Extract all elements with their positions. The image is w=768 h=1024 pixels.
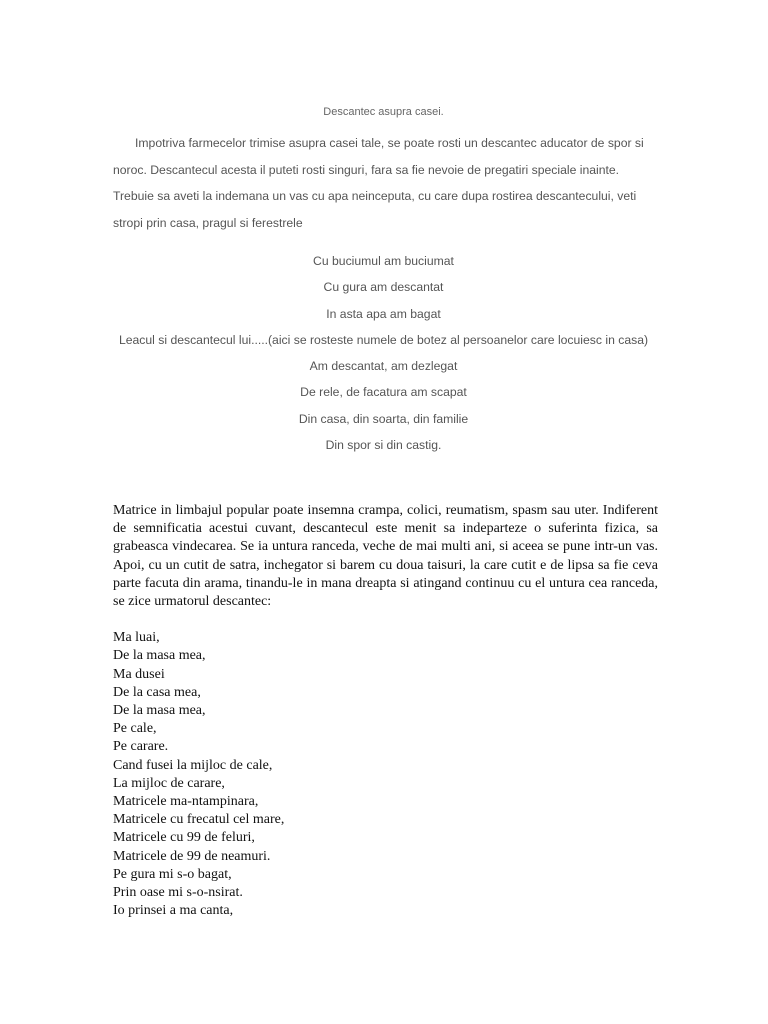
verse-line: Din spor si din castig. <box>325 438 442 453</box>
verse-line: Matricele de 99 de neamuri. <box>113 848 271 864</box>
verse-line: Prin oase mi s-o-nsirat. <box>113 885 243 901</box>
verse-line: De rele, de facatura am scapat <box>300 385 467 400</box>
poem-matrice <box>113 629 658 920</box>
verse-line: Ma luai, <box>113 630 160 646</box>
verse-line: Matricele ma-ntampinara, <box>113 794 259 810</box>
matrice-section <box>113 502 658 920</box>
verse-line: Matricele cu 99 de feluri, <box>113 830 255 846</box>
verse-line: Pe cale, <box>113 721 157 737</box>
verse-line: De la masa mea, <box>113 703 206 719</box>
verse-line: Cand fusei la mijloc de cale, <box>113 757 273 773</box>
descantec-casa-section <box>113 103 654 458</box>
verse-line: Pe carare. <box>113 739 169 755</box>
poem-casa <box>113 248 654 458</box>
verse-line: Am descantat, am dezlegat <box>309 359 458 374</box>
intro-paragraph: Impotriva farmecelor trimise asupra casei tale, se poate rosti un descantec aducator de spor si noroc. Descantecul acesta il puteti rosti singuri, fara sa fie nevoie de pregatiri speciale inainte. Trebuie sa aveti la indemana un vas cu apa neinceputa, cu care dupa rostirea descantecului, veti stropi prin casa, pragul si ferestrele <box>113 136 644 230</box>
verse-line: Ma dusei <box>113 666 165 682</box>
matrice-paragraph: Matrice in limbajul popular poate insemna crampa, colici, reumatism, spasm sau uter. Indiferent de semnificatia acestui cuvant, descantecul este menit sa indeparteze o suferinta fizica, sa grabeasca vindecarea. Se ia untura ranceda, veche de mai multi ani, si aceea se pune intr-un vas. Apoi, cu un cutit de satra, inchegator si barem cu doua taisuri, la care cutit e de lipsa sa fie ceva parte facuta din arama, tinandu-le in mana dreapta si atingand continuu cu el untura cea ranceda, se zice urmatorul descantec: <box>113 503 658 610</box>
verse-line: Pe gura mi s-o bagat, <box>113 866 232 882</box>
verse-line: Cu buciumul am buciumat <box>313 254 454 268</box>
verse-line: La mijloc de carare, <box>113 775 225 791</box>
verse-line: De la casa mea, <box>113 684 201 700</box>
verse-line: In asta apa am bagat <box>326 306 441 321</box>
verse-line: De la masa mea, <box>113 648 206 664</box>
verse-line: Din casa, din soarta, din familie <box>298 411 469 426</box>
verse-line: Matricele cu frecatul cel mare, <box>113 812 285 828</box>
verse-line: Leacul si descantecul lui.....(aici se rosteste numele de botez al persoanelor care locuiesc in casa) <box>118 332 649 347</box>
document-title: Descantec asupra casei. <box>323 106 444 118</box>
verse-line: Io prinsei a ma canta, <box>113 903 234 919</box>
verse-line: Cu gura am descantat <box>323 280 444 295</box>
